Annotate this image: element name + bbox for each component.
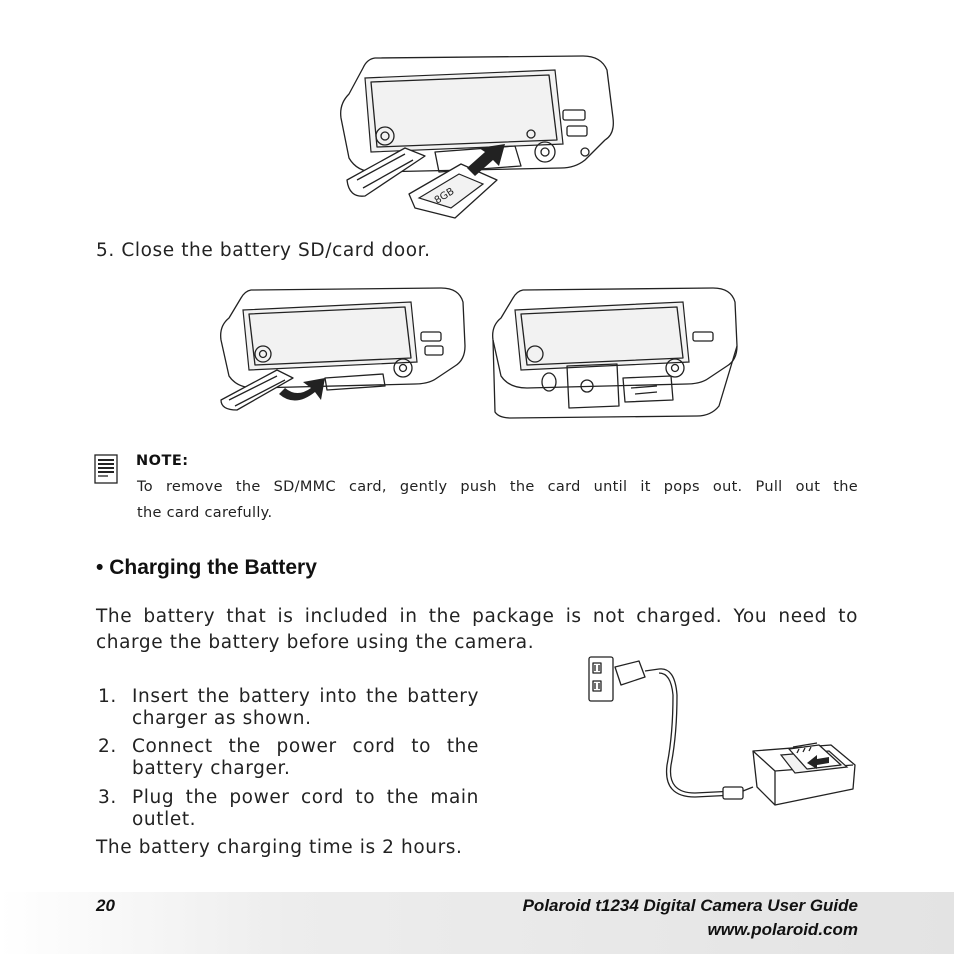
sd-card-label: 8GB bbox=[432, 186, 457, 207]
guide-title: Polaroid t1234 Digital Camera User Guide bbox=[522, 896, 858, 915]
step-1 bbox=[98, 686, 479, 729]
note-icon bbox=[94, 454, 118, 484]
step-3 bbox=[98, 787, 479, 830]
step-1-number: 1. bbox=[98, 686, 117, 707]
website-link[interactable]: www.polaroid.com bbox=[707, 920, 858, 939]
step-1-line-1: Insert the battery into the battery bbox=[132, 686, 479, 707]
intro-line-1: The battery that is included in the package is not charged. You need to bbox=[96, 606, 858, 627]
battery-charger-illustration bbox=[585, 655, 865, 815]
note-line-1: To remove the SD/MMC card, gently push the card until it pops out. Pull out the bbox=[137, 479, 858, 495]
step-1-line-2: charger as shown. bbox=[132, 708, 312, 729]
step-2-number: 2. bbox=[98, 736, 117, 757]
camera-door-closed-illustration bbox=[487, 282, 742, 422]
step-3-line-2: outlet. bbox=[132, 809, 197, 830]
charging-time-text: The battery charging time is 2 hours. bbox=[96, 837, 463, 858]
note-line-2: the card carefully. bbox=[137, 505, 273, 521]
step-3-line-1: Plug the power cord to the main bbox=[132, 787, 479, 808]
step-5-text: 5. Close the battery SD/card door. bbox=[96, 240, 431, 261]
step-2-line-1: Connect the power cord to the bbox=[132, 736, 479, 757]
intro-line-2: charge the battery before using the camera. bbox=[96, 632, 535, 653]
camera-sd-card-insert-illustration bbox=[335, 48, 620, 224]
section-title: Charging the Battery bbox=[109, 556, 317, 579]
step-2-line-2: battery charger. bbox=[132, 758, 291, 779]
section-heading bbox=[96, 556, 317, 580]
section-bullet: • bbox=[96, 556, 104, 579]
page-number: 20 bbox=[96, 896, 115, 915]
note-title: NOTE: bbox=[136, 453, 189, 469]
step-2 bbox=[98, 736, 479, 779]
camera-door-closing-illustration bbox=[215, 282, 470, 412]
step-3-number: 3. bbox=[98, 787, 117, 808]
